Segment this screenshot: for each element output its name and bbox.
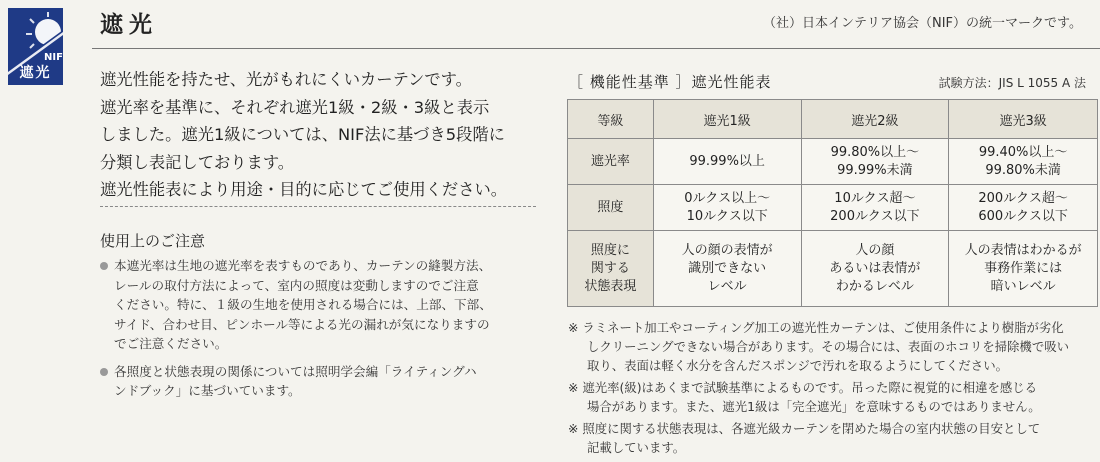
caution-heading: 使用上のご注意 xyxy=(100,232,206,250)
row-header-cell xyxy=(568,139,654,185)
footnote-line: ※ 遮光率(級)はあくまで試験基準によるものです。吊った際に視覚的に相違を感じる xyxy=(568,380,1038,395)
table-heading: ［ 機能性基準 ］遮光性能表 xyxy=(568,73,772,91)
cell-text: 事務作業には xyxy=(984,260,1063,276)
cell-text: 99.40%以上〜 xyxy=(978,144,1068,160)
shading-performance-table xyxy=(567,99,1098,307)
caution-line: ンドブック」に基づいています。 xyxy=(114,383,301,398)
caution-line: でご注意ください。 xyxy=(114,336,228,351)
intro-line: 遮光率を基準に、それぞれ遮光1級・2級・3級と表示 xyxy=(100,97,490,117)
caution-line: 本遮光率は生地の遮光率を表すものであり、カーテンの縫製方法、 xyxy=(114,258,492,273)
table-header-cell: 遮光2級 xyxy=(801,100,949,139)
cell-text: 200ルクス超〜 xyxy=(978,190,1068,206)
cell-text: わかるレベル xyxy=(835,278,914,294)
caution-item xyxy=(100,362,550,401)
cell-text: 10ルクス以下 xyxy=(686,208,768,224)
cell-text: 99.99%未満 xyxy=(837,162,913,178)
caution-line: ください。特に、１級の生地を使用される場合には、上部、下部、 xyxy=(114,297,492,312)
row-header-cell xyxy=(568,231,654,307)
table-cell xyxy=(949,139,1098,185)
table-cell xyxy=(949,231,1098,307)
cell-text: 600ルクス以下 xyxy=(978,208,1068,224)
cell-text: 人の表情はわかるが xyxy=(964,242,1082,258)
caution-line: 各照度と状態表現の関係については照明学会編「ライティングハ xyxy=(114,363,477,379)
footnote xyxy=(568,378,1098,416)
bullet-icon xyxy=(100,262,108,270)
logo-label: 遮光 xyxy=(19,65,52,81)
title-divider xyxy=(92,48,1100,49)
intro-text xyxy=(100,66,550,204)
footnote-line: 場合があります。また、遮光1級は「完全遮光」を意味するものではありません。 xyxy=(587,399,1041,414)
table-cell xyxy=(801,185,949,231)
table-cell xyxy=(653,139,801,185)
footnote-line: 記載しています。 xyxy=(587,440,686,455)
cell-text: 遮光率 xyxy=(590,153,630,169)
cell-text: 人の顔の表情が xyxy=(681,242,773,258)
footnote-line: しクリーニングできない場合があります。その場合には、表面のホコリを掃除機で吸い xyxy=(587,339,1069,354)
row-header-cell xyxy=(568,185,654,231)
cell-text: 10ルクス超〜 xyxy=(834,190,916,206)
cell-text: 200ルクス以下 xyxy=(830,208,920,224)
cell-text: 99.80%未満 xyxy=(985,162,1061,178)
caution-item xyxy=(100,256,550,354)
footnote xyxy=(568,419,1098,457)
cell-text: あるいは表情が xyxy=(829,260,921,276)
table-cell xyxy=(801,231,949,307)
footnotes xyxy=(568,318,1098,460)
caution-list xyxy=(100,256,550,409)
cell-text: 人の顔 xyxy=(855,242,895,258)
cell-text: 状態表現 xyxy=(584,278,637,294)
table-row xyxy=(568,139,1098,185)
footnote-line: ※ ラミネート加工やコーティング加工の遮光性カーテンは、ご使用条件により樹脂が劣化 xyxy=(568,320,1064,335)
cell-text: 暗いレベル xyxy=(990,278,1056,294)
intro-line: 分類し表記しております。 xyxy=(100,152,295,172)
intro-line: 遮光性能表により用途・目的に応じてご使用ください。 xyxy=(100,180,508,199)
caution-line: サイド、合わせ目、ピンホール等による光の漏れが気になりますの xyxy=(114,316,490,332)
cell-text: 照度に xyxy=(590,242,630,258)
table-cell xyxy=(653,231,801,307)
intro-line: 遮光性能を持たせ、光がもれにくいカーテンです。 xyxy=(100,70,472,89)
svg-text:NIF: NIF xyxy=(44,52,63,63)
table-header-cell: 遮光1級 xyxy=(653,100,801,139)
footnote-line: ※ 照度に関する状態表現は、各遮光級カーテンを閉めた場合の室内状態の目安として xyxy=(568,421,1041,436)
cell-text: 識別できない xyxy=(688,260,767,276)
bullet-icon xyxy=(100,368,108,376)
table-cell xyxy=(949,185,1098,231)
cell-text: 関する xyxy=(590,260,630,276)
footnote-line: 取り、表面は軽く水分を含んだスポンジで汚れを取るようにしてください。 xyxy=(587,358,1008,373)
cell-text: 0ルクス以上〜 xyxy=(684,190,771,206)
shading-logo xyxy=(8,8,63,85)
table-row xyxy=(568,231,1098,307)
cell-text: 99.99%以上 xyxy=(689,153,765,169)
nif-mark-note: （社）日本インテリア協会（NIF）の統一マークです。 xyxy=(763,16,1082,31)
cell-text: レベル xyxy=(707,278,747,294)
table-cell xyxy=(653,185,801,231)
table-header-cell: 遮光3級 xyxy=(949,100,1098,139)
test-method: 試験方法：JIS L 1055 A 法 xyxy=(938,76,1086,90)
cell-text: 99.80%以上〜 xyxy=(830,144,920,160)
table-header-row xyxy=(568,100,1098,139)
dashed-divider xyxy=(100,206,536,207)
page-title: 遮光 xyxy=(100,12,158,38)
table-header-cell: 等級 xyxy=(568,100,654,139)
caution-line: レールの取付方法によって、室内の照度は変動しますのでご注意 xyxy=(114,277,479,293)
cell-text: 照度 xyxy=(597,199,624,215)
intro-line: しました。遮光1級については、NIF法に基づき5段階に xyxy=(100,125,505,144)
footnote xyxy=(568,318,1098,375)
table-cell xyxy=(801,139,949,185)
table-row xyxy=(568,185,1098,231)
